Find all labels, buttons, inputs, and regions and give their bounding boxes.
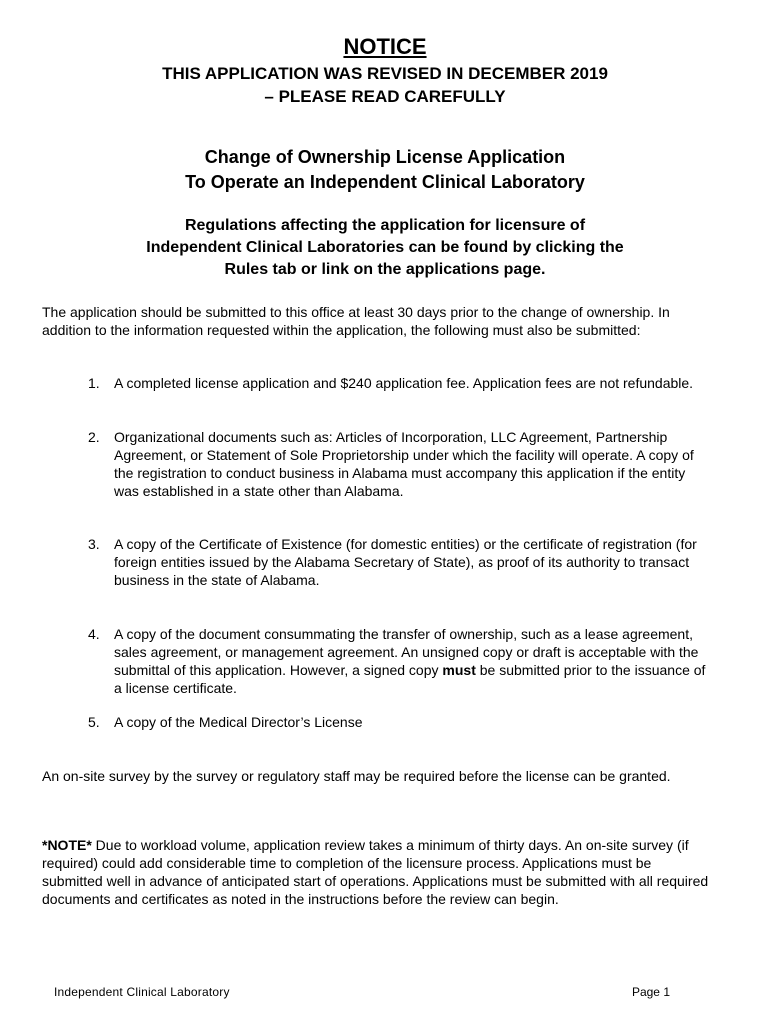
list-item <box>88 535 708 589</box>
document-title <box>60 145 710 195</box>
list-item-number: 5. <box>88 714 100 730</box>
revision-line-1: THIS APPLICATION WAS REVISED IN DECEMBER 2019 <box>162 64 608 83</box>
list-item-text: A copy of the Certificate of Existence (for domestic entities) or the certificate of registration (for foreign entities issued by the Alabama Secretary of State), as proof of its authority to transact business in the state of Alabama. <box>114 536 697 588</box>
list-item <box>88 625 708 697</box>
footer-document-name: Independent Clinical Laboratory <box>54 985 230 999</box>
footer-page-number: Page 1 <box>631 985 670 999</box>
list-item-text: A copy of the Medical Director’s License <box>114 714 363 730</box>
title-line-1: Change of Ownership License Application <box>204 147 566 167</box>
regulations-notice <box>70 215 700 281</box>
intro-paragraph: The application should be submitted to this office at least 30 days prior to the change of ownership. In addition to the information requested within the application, the following must also be submitted: <box>42 304 670 338</box>
note-paragraph <box>42 836 714 908</box>
emphasis-must: must <box>442 662 476 678</box>
title-line-2: To Operate an Independent Clinical Laboratory <box>185 172 585 192</box>
list-item-number: 3. <box>88 536 100 552</box>
note-text: Due to workload volume, application review takes a minimum of thirty days. An on-site survey (if required) could add considerable time to completion of the licensure process. Applications must be submitted well in advance of anticipated start of operations. Applications must be submitted with all required documents and certificates as noted in the instructions before the review can begin. <box>42 837 709 907</box>
note-label: *NOTE* <box>42 837 92 853</box>
list-item-text: Organizational documents such as: Articles of Incorporation, LLC Agreement, Partnership Agreement, or Statement of Sole Proprietorship under which the facility will operate. A copy of the registration to conduct business in Alabama must accompany this application if the entity was established in a state other than Alabama. <box>114 429 694 499</box>
list-item-text-part: A copy of the document consummating the transfer of ownership, such as a lease agreement, sales agreement, or management agreement. An unsigned copy or draft is acceptable with the submittal of this application. However, a signed copy <box>114 626 699 678</box>
regulations-line-3: Rules tab or link on the applications page. <box>224 261 546 278</box>
list-item-number: 4. <box>88 626 100 642</box>
list-item <box>88 374 708 392</box>
list-item <box>88 713 708 731</box>
list-item-text: A completed license application and $240 application fee. Application fees are not refundable. <box>114 375 694 391</box>
list-item-text-part: be submitted prior to the issuance of a license certificate. <box>114 662 706 696</box>
list-item-text <box>114 625 708 697</box>
regulations-line-1: Regulations affecting the application for licensure of <box>184 217 586 234</box>
list-item-number: 1. <box>88 375 100 391</box>
revision-line-2: – PLEASE READ CAREFULLY <box>264 87 506 106</box>
notice-heading: NOTICE <box>343 34 427 59</box>
list-item-number: 2. <box>88 429 100 445</box>
revision-notice <box>60 62 710 108</box>
survey-paragraph: An on-site survey by the survey or regulatory staff may be required before the license can be granted. <box>42 768 671 784</box>
list-item <box>88 428 708 500</box>
regulations-line-2: Independent Clinical Laboratories can be found by clicking the <box>146 239 624 256</box>
